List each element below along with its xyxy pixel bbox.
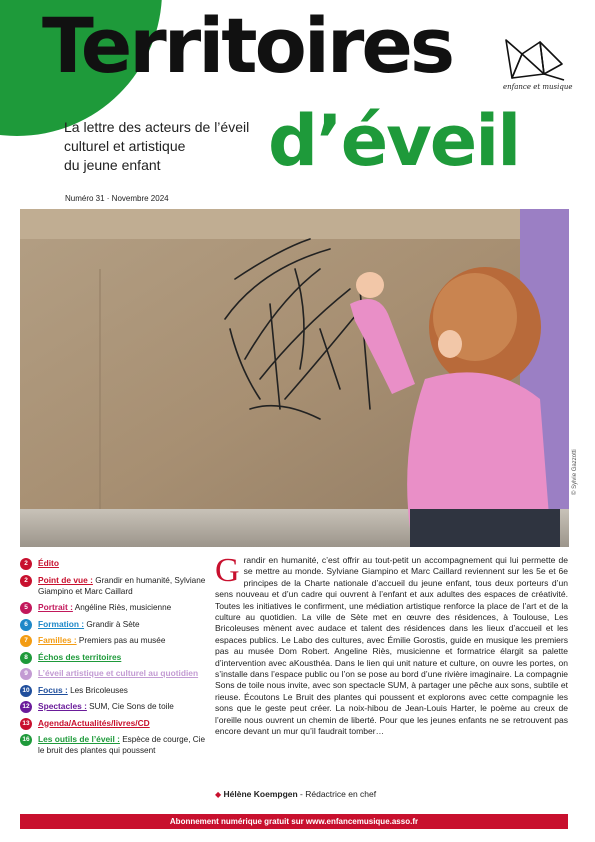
article-signature	[215, 789, 376, 799]
cover-photo	[20, 209, 569, 547]
toc-item-description: Angéline Riès, musicienne	[74, 603, 172, 612]
toc-item-label: Spectacles :	[38, 701, 87, 711]
toc-item-label: Les outils de l’éveil :	[38, 734, 120, 744]
page-number-badge: 10	[20, 685, 32, 697]
toc-item-description: Espèce de courge, Cie le bruit des plantes qui poussent	[38, 735, 206, 755]
photo-credit: © Sylvie Gazzotti	[572, 449, 578, 495]
toc-item-description: Grandir en humanité, Sylviane Giampino et Marc Caillard	[38, 575, 206, 596]
drop-cap: G	[215, 552, 240, 589]
page-number-badge: 2	[20, 558, 32, 570]
toc-item-label: L’éveil artistique et culturel au quotidien	[38, 668, 199, 678]
toc-item[interactable]	[20, 558, 210, 569]
page-number-badge: 9	[20, 668, 32, 680]
toc-item-description: Grandir à Sète	[86, 619, 140, 629]
toc-item[interactable]	[20, 734, 210, 756]
diamond-icon: ◆	[215, 790, 222, 799]
issue-number: Numéro 31 · Novembre 2024	[65, 194, 169, 203]
page-number-badge: 5	[20, 602, 32, 614]
subtitle-line-2: culturel et artistique	[64, 138, 186, 154]
subtitle-line-1: La lettre des acteurs de l’éveil	[64, 119, 250, 135]
masthead-title-green: d’éveil	[268, 100, 520, 182]
toc-item[interactable]	[20, 635, 210, 646]
author-role: - Rédactrice en chef	[297, 789, 377, 799]
toc-item[interactable]	[20, 685, 210, 696]
toc-item[interactable]	[20, 668, 210, 679]
toc-item-label: Édito	[38, 558, 59, 568]
toc-item-label: Familles :	[38, 635, 77, 645]
toc-item-label: Portrait :	[38, 602, 73, 612]
editorial-article	[215, 552, 569, 738]
toc-item-label: Formation :	[38, 618, 85, 629]
page-number-badge: 13	[20, 718, 32, 730]
page-number-badge: 8	[20, 652, 32, 664]
toc-item-description: Premiers pas au musée	[78, 636, 166, 645]
author-name: Hélène Koempgen	[223, 789, 298, 799]
toc-item[interactable]	[20, 718, 210, 729]
page-number-badge: 6	[20, 619, 32, 631]
article-body: randir en humanité, c’est offrir au tout-petit un accompagnement qui lui permette de se mettre au monde. Sylviane Giampino et Marc Caillard reviennent sur les 5e et 6e principes de la Charte nationale d’accueil du jeune enfant, tous deux porteurs d’un sens nouveau et d’un cadre qui ouvrent à l’enfant et aux adultes des espaces de créativité. Toutes les initiatives le confirment, une médiation artistique renforce la place de l’art et de la culture au quotidien. La ville de Sète met en œuvre des résidences, à Toulouse, Les Bricoleuses mènent avec audace et talent des résidences dans les lieux d’accueil et les espaces publics. Le Labo des cultures, avec Émilie Gorostis, guide en musique les premiers pas au musée Dom Robert. Angeline Riès, musicienne et formatrice élargit sa palette d’intervention avec aKousthéa. Dans le lien qui unit nature et culture, on ouvre les portes, on s’installe dans l’espace public ou l’on se pose au bord d’une rivière imaginaire. La compagnie Sons de toile nous invite, avec son spectacle SUM, à partager une pêche aux sons, subtile et rieuse. Écoutons Le Bruit des plantes qui poussent et explorons avec cette compagnie les sons que le geste peut créer. La noix-hibou de Jean-Louis Harter, le poème au creux de l’oreille nous ouvrent un chemin de liberté. Pour que les jeunes enfants ne se retrouvent pas encore devant un mur qu’il faudrait tomber…	[215, 555, 569, 737]
toc-item-description: SUM, Cie Sons de toile	[89, 702, 174, 711]
logo-text: enfance et musique	[503, 83, 573, 91]
toc-item[interactable]	[20, 652, 210, 663]
toc-item-label: Agenda/Actualités/livres/CD	[38, 717, 150, 728]
page-number-badge: 16	[20, 734, 32, 746]
toc-item[interactable]	[20, 602, 210, 613]
toc-item[interactable]	[20, 575, 210, 597]
subtitle-line-3: du jeune enfant	[64, 157, 161, 173]
toc-item-description: Les Bricoleuses	[70, 685, 128, 695]
toc-item[interactable]	[20, 701, 210, 712]
masthead-title: Territoires	[42, 1, 453, 90]
table-of-contents	[20, 558, 210, 762]
toc-item-label: Point de vue :	[38, 574, 93, 585]
toc-item[interactable]	[20, 619, 210, 630]
page-number-badge: 2	[20, 575, 32, 587]
subscription-footer[interactable]: Abonnement numérique gratuit sur www.enfancemusique.asso.fr	[20, 814, 568, 829]
toddler-drawing-on-cardboard-image	[20, 209, 569, 547]
masthead-subtitle	[64, 118, 264, 175]
page-number-badge: 12	[20, 701, 32, 713]
toc-item-label: Focus :	[38, 684, 68, 695]
page-number-badge: 7	[20, 635, 32, 647]
toc-item-label: Échos des territoires	[38, 651, 122, 662]
